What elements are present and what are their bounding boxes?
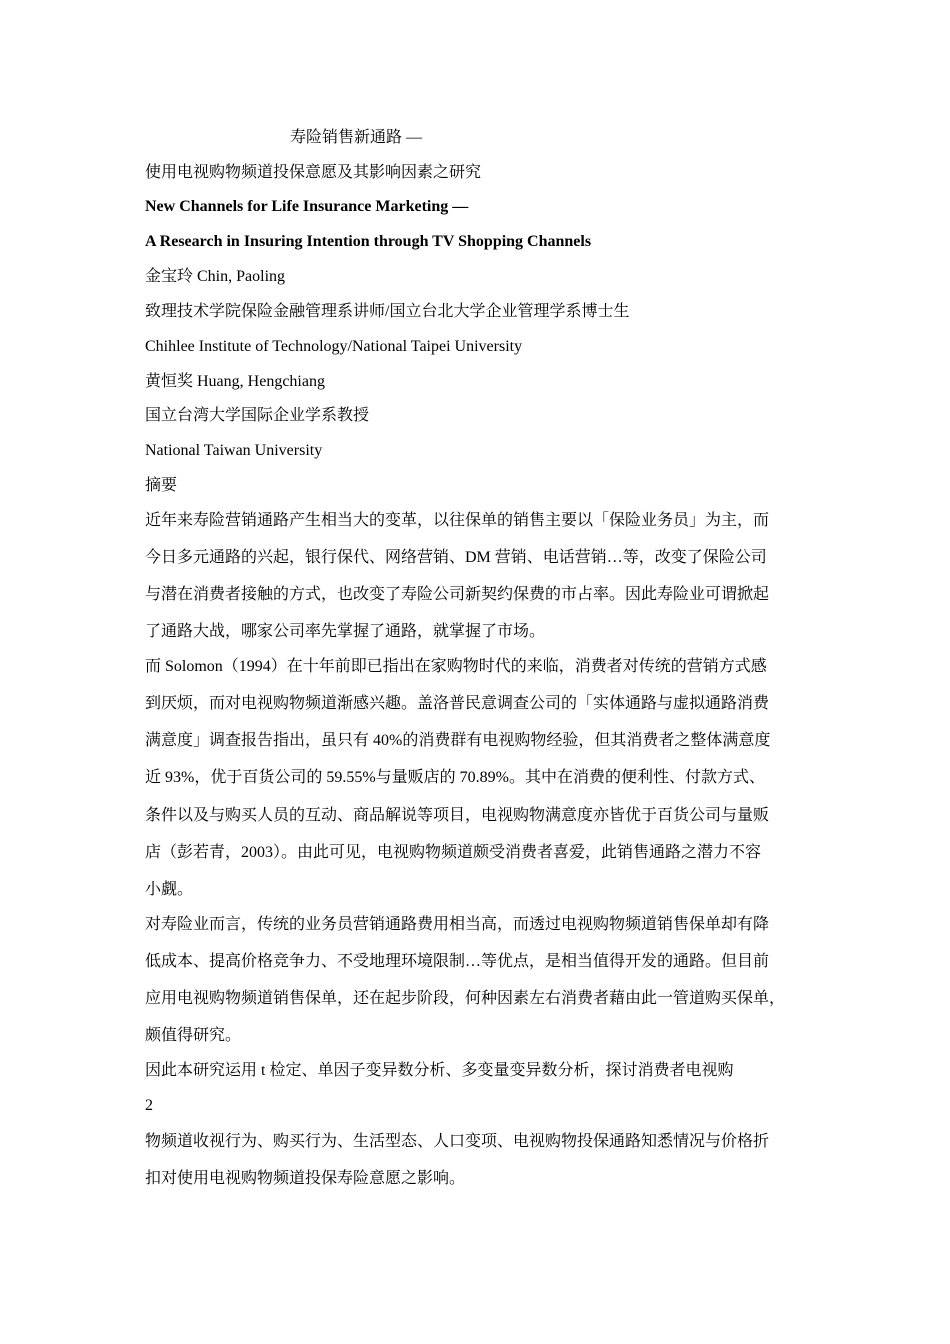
abstract-text-line: 满意度」调查报告指出，虽只有 40%的消费群有电视购物经验，但其消费者之整体满意度: [145, 732, 771, 749]
title-en-line1: New Channels for Life Insurance Marketing —: [145, 198, 469, 215]
abstract-text-line: 对寿险业而言，传统的业务员营销通路费用相当高，而透过电视购物频道销售保单却有降: [145, 916, 770, 933]
abstract-text-line: 与潜在消费者接触的方式，也改变了寿险公司新契约保费的市占率。因此寿险业可谓掀起: [145, 586, 770, 603]
title-en-line2: A Research in Insuring Intention through TV Shopping Channels: [145, 233, 592, 250]
author-name: 黄恒奖 Huang, Hengchiang: [145, 373, 325, 390]
abstract-text-line: 颇值得研究。: [145, 1027, 242, 1044]
abstract-text-line: 到厌烦，而对电视购物频道渐感兴趣。盖洛普民意调查公司的「实体通路与虚拟通路消费: [145, 695, 770, 712]
abstract-text-line: 物频道收视行为、购买行为、生活型态、人口变项、电视购物投保通路知悉情况与价格折: [145, 1133, 770, 1150]
abstract-text-line: 而 Solomon（1994）在十年前即已指出在家购物时代的来临，消费者对传统的营销方式感: [145, 658, 767, 675]
abstract-text-line: 条件以及与购买人员的互动、商品解说等项目，电视购物满意度亦皆优于百货公司与量贩: [145, 807, 770, 824]
abstract-text-line: 因此本研究运用 t 检定、单因子变异数分析、多变量变异数分析，探讨消费者电视购: [145, 1062, 734, 1079]
page-number: 2: [145, 1097, 153, 1114]
abstract-text-line: 今日多元通路的兴起，银行保代、网络营销、DM 营销、电话营销…等，改变了保险公司: [145, 549, 767, 566]
author-affiliation-zh: 国立台湾大学国际企业学系教授: [145, 407, 370, 424]
abstract-text-line: 应用电视购物频道销售保单，还在起步阶段，何种因素左右消费者藉由此一管道购买保单，: [145, 990, 786, 1007]
abstract-text-line: 近年来寿险营销通路产生相当大的变革，以往保单的销售主要以「保险业务员」为主，而: [145, 512, 770, 529]
author-affiliation-en: Chihlee Institute of Technology/National Taipei University: [145, 338, 523, 355]
title-zh-line2: 使用电视购物频道投保意愿及其影响因素之研究: [145, 164, 482, 181]
abstract-text-line: 了通路大战，哪家公司率先掌握了通路，就掌握了市场。: [145, 623, 546, 640]
abstract-text-line: 扣对使用电视购物频道投保寿险意愿之影响。: [145, 1170, 466, 1187]
abstract-text-line: 近 93%，优于百货公司的 59.55%与量贩店的 70.89%。其中在消费的便利性、付款方式、: [145, 769, 765, 786]
abstract-text-line: 低成本、提高价格竞争力、不受地理环境限制…等优点，是相当值得开发的通路。但目前: [145, 953, 770, 970]
title-zh-line1: 寿险销售新通路 —: [290, 129, 423, 146]
abstract-text-line: 小觑。: [145, 881, 194, 898]
abstract-text-line: 店（彭若青，2003）。由此可见，电视购物频道颇受消费者喜爱，此销售通路之潜力不容: [145, 844, 762, 861]
author-affiliation-en: National Taiwan University: [145, 442, 323, 459]
abstract-heading: 摘要: [145, 477, 178, 494]
author-affiliation-zh: 致理技术学院保险金融管理系讲师/国立台北大学企业管理学系博士生: [145, 303, 630, 320]
author-name: 金宝玲 Chin, Paoling: [145, 268, 286, 285]
